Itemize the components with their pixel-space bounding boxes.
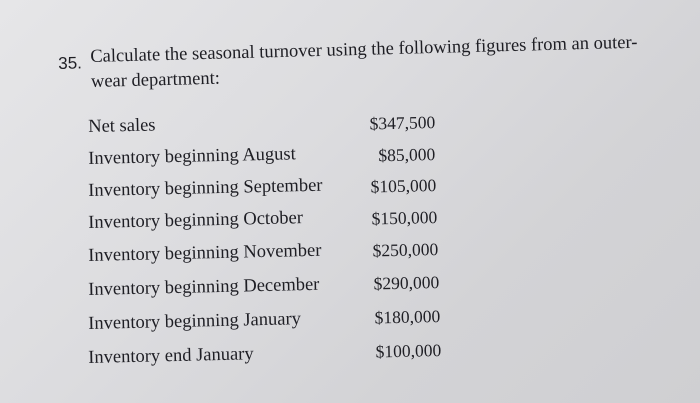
figure-value: $150,000 [371, 207, 438, 229]
figure-value: $347,500 [369, 112, 436, 134]
figure-label: Inventory beginning November [88, 240, 322, 266]
problem-number: 35. [58, 53, 83, 73]
figure-label: Inventory beginning August [88, 144, 296, 169]
figure-label: Net sales [88, 115, 156, 137]
figure-label: Inventory end January [88, 344, 254, 368]
figure-value: $85,000 [378, 144, 436, 166]
figure-label: Inventory beginning January [88, 309, 302, 334]
figure-value: $180,000 [374, 306, 441, 328]
question-line-1: Calculate the seasonal turnover using the following figures from an outer- [90, 32, 638, 67]
figure-label: Inventory beginning October [88, 208, 304, 233]
figure-value: $250,000 [372, 239, 439, 261]
question-line-2: wear department: [90, 68, 221, 92]
figure-label: Inventory beginning December [88, 274, 320, 300]
figure-label: Inventory beginning September [88, 175, 323, 201]
figure-value: $100,000 [375, 340, 442, 362]
figure-value: $290,000 [373, 272, 440, 294]
figure-value: $105,000 [370, 175, 437, 197]
question-text [90, 30, 651, 95]
